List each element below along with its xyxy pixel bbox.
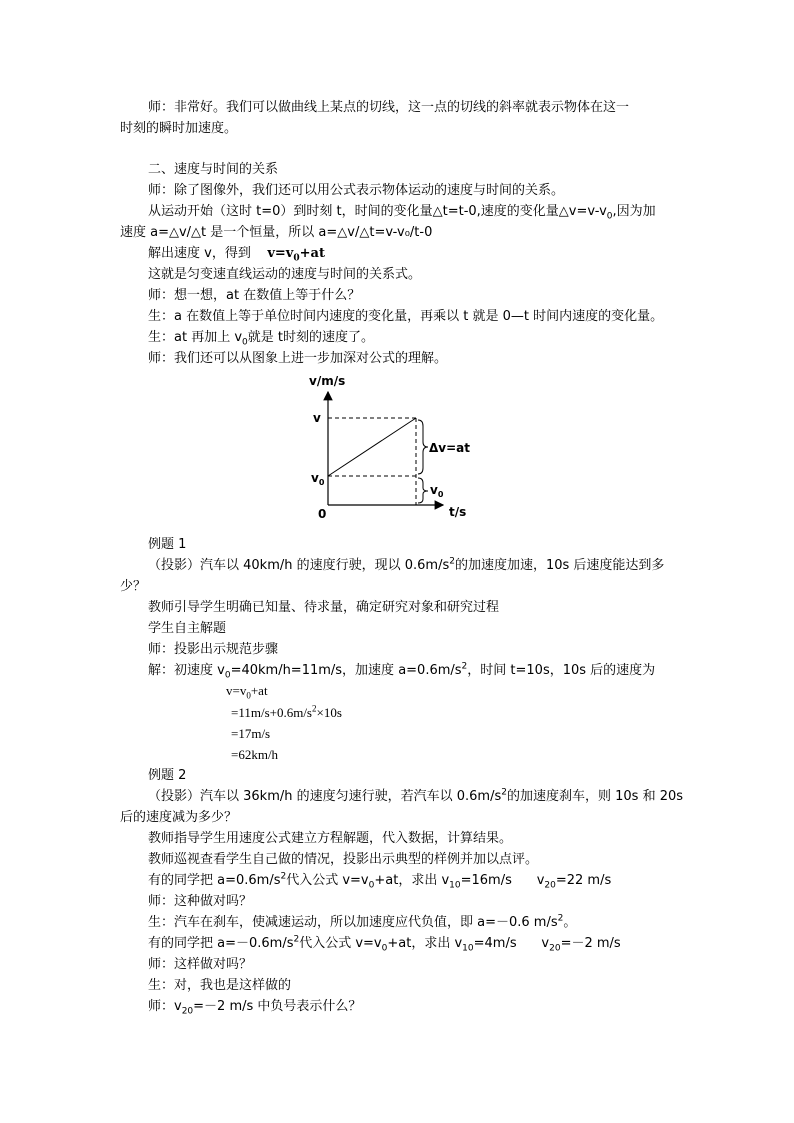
delta-v-label: Δv=at: [429, 441, 470, 455]
delta-v-brace: [418, 420, 428, 474]
paragraph-cont: 时刻的瞬时加速度。: [120, 121, 238, 136]
paragraph-cont: 少？: [120, 579, 147, 594]
paragraph: （投影）汽车以 36km/h 的速度匀速行驶，若汽车以 $0.6m/s^2$的加速度刹车，则 10s 和 20s: [148, 787, 684, 804]
velocity-formula: $v=v_0+at$: [267, 246, 325, 264]
paragraph: 教师指导学生用速度公式建立方程解题，代入数据，计算结果。: [148, 831, 513, 846]
paragraph: 有的同学把 $a=0.6m/s^2$代入公式 $v=v_0+at$，求出 $v_{10}=16m/s$ $v_{20}=22$ m/s: [148, 871, 612, 891]
x-axis-label: t/s: [449, 505, 467, 519]
v0-tick-label: $v_0$: [311, 471, 325, 487]
paragraph-cont: 速度 a=△v/△t 是一个恒量，所以 a=△v/△t=v-v₀/t-0: [120, 225, 433, 240]
paragraph: 教师巡视查看学生自己做的情况，投影出示典型的样例并加以点评。: [148, 852, 539, 867]
v-tick-label: v: [313, 411, 321, 425]
paragraph: 学生自主解题: [148, 621, 227, 636]
paragraph: 生：对，我也是这样做的: [148, 978, 292, 993]
paragraph: 从运动开始（这时 t=0）到时刻 t，时间的变化量△t=t-0,速度的变化量$\triangle v=v-v_0$,因为加: [148, 204, 656, 222]
example-title: 例题 1: [148, 537, 187, 552]
paragraph: 师：除了图像外，我们还可以用公式表示物体运动的速度与时间的关系。: [148, 183, 565, 198]
paragraph: （投影）汽车以 40km/h 的速度行驶，现以 $0.6m/s^2$的加速度加速，10s 后速度能达到多: [148, 556, 665, 573]
origin-label: 0: [318, 507, 327, 521]
paragraph: 教师引导学生明确已知量、待求量，确定研究对象和研究过程: [148, 600, 500, 615]
paragraph: 生：汽车在刹车，使减速运动，所以加速度应代负值，即 a=－0.6 $m/s^2$。: [148, 913, 577, 930]
paragraph: 生：a 在数值上等于单位时间内速度的变化量，再乘以 t 就是 0—t 时间内速度的变化量。: [148, 309, 664, 324]
example-title: 例题 2: [148, 768, 187, 783]
paragraph: 师：$v_{20}=-2$ m/s 中负号表示什么？: [148, 999, 362, 1017]
paragraph: 师：投影出示规范步骤: [148, 642, 279, 657]
paragraph: 解：初速度 $v_0=40km/h=11m/s$，加速度 $a=0.6m/s^2$，时间 t=10s，10s 后的速度为: [148, 661, 656, 681]
equation-line: =62km/h: [231, 747, 279, 762]
paragraph-cont: 后的速度减为多少？: [120, 810, 238, 825]
y-axis-label: v/m/s: [309, 374, 346, 388]
equation-line: =17m/s: [231, 726, 271, 741]
paragraph: 解出速度 v，得到 $v=v_0+at$: [148, 246, 325, 264]
paragraph: 师：我们还可以从图象上进一步加深对公式的理解。: [148, 351, 448, 366]
paragraph: 师：这种做对吗？: [148, 894, 253, 909]
velocity-line: [328, 418, 416, 476]
equation-line: $v=v_0+at$: [226, 683, 268, 701]
paragraph: 有的同学把 $a=-0.6m/s^2$代入公式 $v=v_0+at$，求出 $v_{10}=4m/s$ $v_{20}=-2$ m/s: [148, 934, 621, 954]
equation-line: $=11m/s+0.6m/s^2\times 10s$: [231, 703, 342, 720]
velocity-time-graph: [295, 370, 495, 525]
paragraph: 师：这样做对吗？: [148, 957, 253, 972]
paragraph: 生：at 再加上 $v_0$就是 t时刻的速度了。: [148, 330, 374, 348]
paragraph: 师：非常好。我们可以做曲线上某点的切线，这一点的切线的斜率就表示物体在这一: [148, 100, 630, 115]
v0-brace-label: $v_0$: [430, 483, 444, 499]
paragraph: 这就是匀变速直线运动的速度与时间的关系式。: [148, 267, 422, 282]
section-heading: 二、速度与时间的关系: [148, 162, 279, 177]
paragraph: 师：想一想，at 在数值上等于什么？: [148, 288, 361, 303]
v0-brace: [418, 478, 428, 503]
